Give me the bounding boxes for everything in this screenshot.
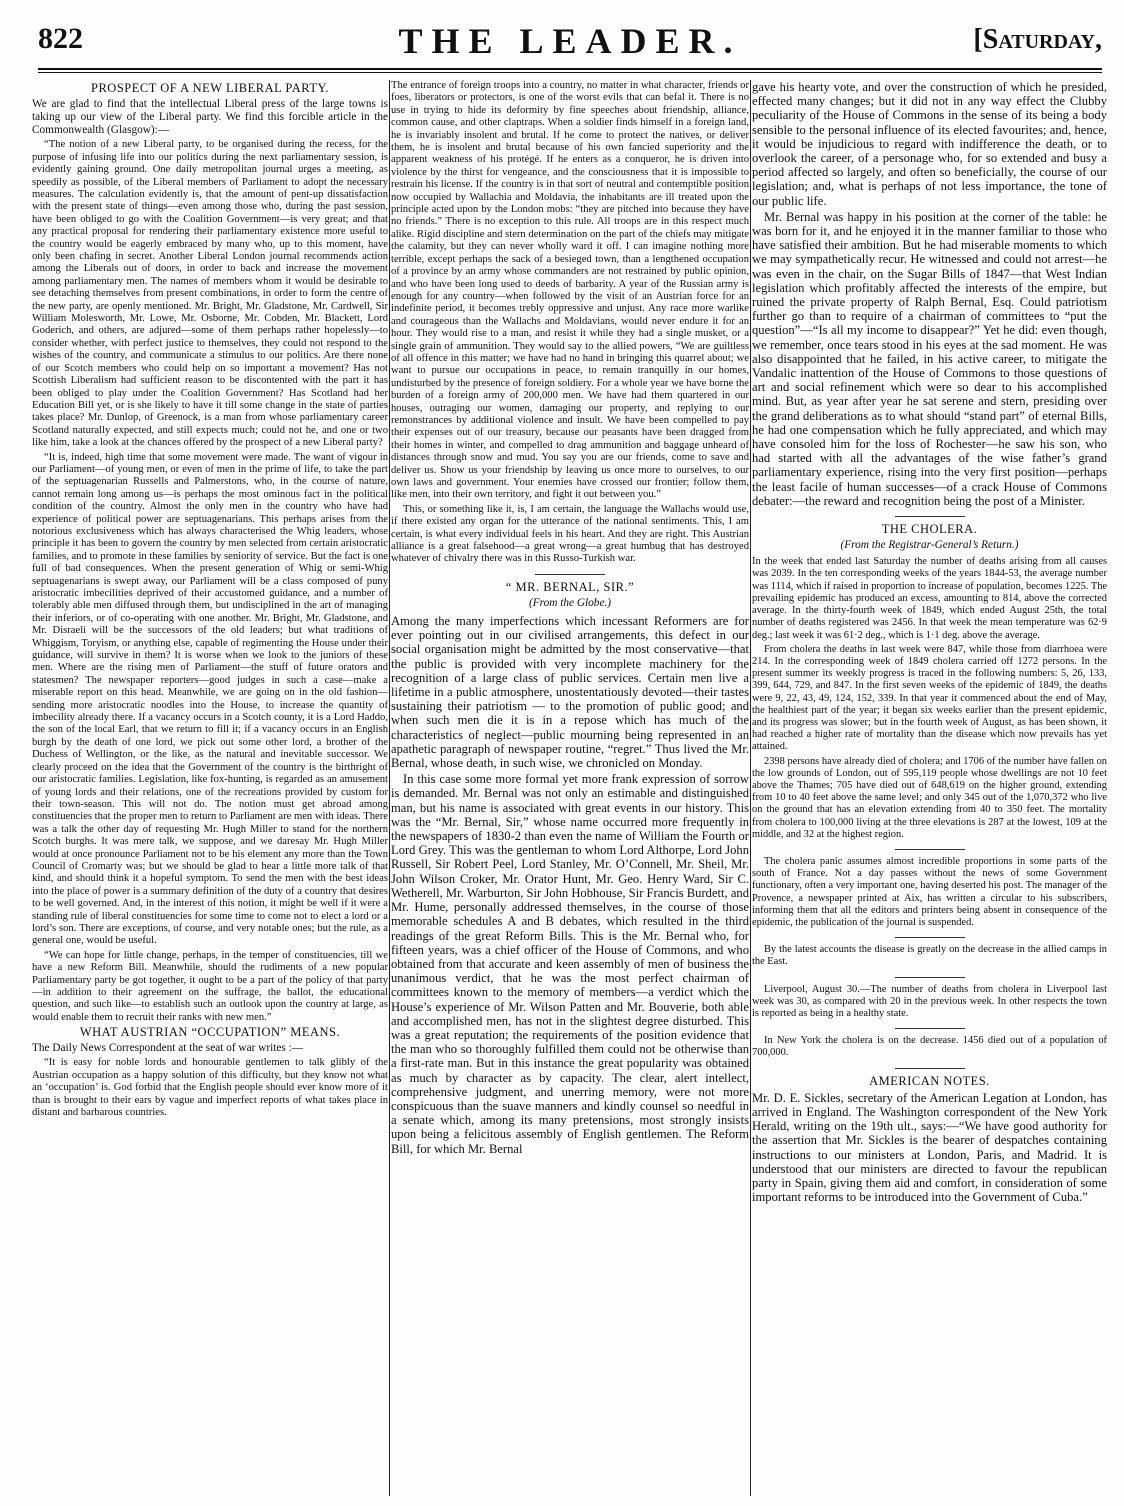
column-divider bbox=[750, 80, 751, 1496]
article-paragraph: “It is, indeed, high time that some movement were made. The want of vigour in our Parliament—of young men, or even of men in the prime of life, to take the part of the septuagenarian Russells and Palmerstons, who, in the course of nature, cannot remain long among us—is perhaps the most ominous fact in the political condition of the country. Almost the only men in the country who have had experience of political power are septuagenarians. This perhaps arises from the notorious exclusiveness which has always characterised the Whig leaders, whose principle it has been to govern the country by men selected from certain aristocratic families, and to promote in these families by seniority of service. But the fact is one full of bad consequences. When the present generation of Whig or semi-Whig septuagenarians is swept away, our Parliament will be a class composed of puny aristocratic imbecilities deprived of their accustomed guidance, and a number of tolerably able men diffused through them, but undisciplined in the art of managing their inferiors, or of co-operating with one another. Mr. Bright, Mr. Gladstone, and Mr. Disraeli will be the successors of the old leaders; but what traditions of Whiggism, Toryism, or anything else, capable of regimenting the House under their guidance, will survive in them? It is worse when we look to the juniors of these men. Where are the rising men of Parliament—the stuff of future orators and statesmen? The newspaper reporters—good judges in such a case—make a miserable report on this head. Meanwhile, we are going on in the old fashion—sending more aristocratic noodles into the House, to increase the quantity of imbecility already there. If a vacancy occurs in a Scotch county, it is a Lord Haddo, the son of the local Earl, that we return to fill it; if a vacancy occurs in an English burgh by the death of one lord, we pick out some other lord, a brother of the Duchess of Wellington, or the like, as the natural and inevitable successor. We clearly proceed on the idea that the Government of the country is the birthright of our aristocratic families. Legislation, like fox-hunting, is regarded as an amusement of young lords and their relations, one of the recreations provided by custom for their town-season. This will not do. The notion must get abroad among constituencies that the proper men to return to Parliament are men with ideas. There was a talk the other day of requesting Mr. Hugh Miller to stand for the northern Scotch burghs. It was mere talk, we suppose, and we daresay Mr. Hugh Miller would at once pronounce Parliament not to be his element any more than the Town Council of Cromarty was; but we should be glad to hear a little more talk of that kind, and should think it a hopeful symptom. To send the men with the best ideas into the place of power is a summary definition of the duty of a country that desires to be well governed. And, in the interest of this notion, it might be well if it were a standing rule of liberal constituencies for some time to come not to elect a lord or a lord’s son. There are exceptions, of course, and very notable ones; but the rule, as a general one, would be useful. bbox=[32, 451, 388, 947]
article-paragraph: In the week that ended last Saturday the number of deaths arising from all causes was 2039. In the ten corresponding weeks of the years 1844-53, the average number was 1114, which if raised in proportion to increase of population, becomes 1225. The prevailing epidemic has produced an excess, amounting to 814, above the corrected average. In the thirty-fourth week of 1849, which ended August 25th, the total number of deaths registered was 2456. In that week the mean temperature was 62·9 deg.; last week it was 61·2 deg., which is 1·1 deg. above the average. bbox=[752, 556, 1107, 641]
article-paragraph: “It is easy for noble lords and honourable gentlemen to talk glibly of the Austrian occupation as a happy solution of this difficulty, but they know not what an ‘occupation’ is. God forbid that the English people should ever know more of it than is brought to their ears by vague and imperfect reports of what takes place in distant and barbarous countries. bbox=[32, 1057, 388, 1119]
column-divider bbox=[389, 80, 390, 1496]
article-paragraph: Mr. Bernal was happy in his position at the corner of the table: he was born for it, and he enjoyed it in the manner familiar to those who have satisfied their ambition. But he had miserable moments to which we may sympathetically recur. He witnessed and could not arrest—he was even in the chair, on the Sugar Bills of 1847—that West Indian legislation which profitably affected the interests of the empire, but ruined the private property of Ralph Bernal, Esq. Could patriotism further go than to require of a chairman of committees to “put the question”—“Is all my income to disappear?” Yet he did: even though, we remember, once tears stood in his eyes at the sad moment. He was also disappointed that he failed, in his active career, to mitigate the Vandalic inattention of the House of Commons to those questions of art and social refinement which were so dear to his accomplished mind. But, as year after year he sat serene and stern, presiding over the grand deliberations as to what should “stand part” of eternal Bills, he had one compensation which he fully appreciated, and which may have consoled him for the loss of Rochester—he saw his son, who had started with all the advantages of the wise father’s grand parliamentary experience, rising into the very first position—perhaps the least facile of human successes—of a crack House of Commons debater:—the reward and recognition being the post of a Minister. bbox=[752, 209, 1107, 508]
section-separator bbox=[535, 574, 605, 575]
masthead bbox=[38, 16, 1102, 68]
article-paragraph: The entrance of foreign troops into a country, no matter in what character, friends or foes, liberators or protectors, is one of the worst evils that can befal it. There is no use in trying to hide its deformity by fine speeches about friendship, alliance, common cause, and other claptraps. When a soldier finds himself in a foreign land, he is invariably insolent and brutal. If he come to protect the natives, or deliver them, he is insolent and brutal because of his own fancied superiority and the apparent weakness of his protégé. If he enters as a conqueror, he is driven into violence by the thirst for vengeance, and the consciousness that it is impossible to restrain his license. If the country is in that sort of neutral and contemptible position now occupied by Wallachia and Moldavia, the inhabitants are ill treated upon the principle acted upon by the London mobs: “they are pitched into because they have no friends.” There is no exception to this rule. All troops are in this respect much alike. Rigid discipline and stern determination on the part of the chiefs may mitigate the calamity, but they can never wholly ward it off. I can imagine nothing more terrible, except perhaps the sack of a besieged town, than a lengthened occupation of a province by an army whose commanders are not restrained by public opinion, and who have been long used to deeds of barbarity. A year of the Russian army is enough for any country—when followed by the visit of an Austrian force for an indefinite period, it becomes trebly oppressive and unjust. Any race more warlike and courageous than the Wallachs and Moldavians, would never endure it for an hour. They would rise to a man, and resist it while they had a single musket, or a single grain of ammunition. They would say to the allied powers, “We are guiltless of all offence in this matter; we have had no hand in bringing this quarrel about; we want to pursue our occupations in peace, to remain tranquilly in our homes, undisturbed by the presence of foreign soldiery. For a whole year we have borne the burden of a foreign army of 200,000 men. We have had them quartered in our houses, outraging our women, damaging our property, and replying to our remonstrances by additional violence and insult. We have been compelled to pay their expenses out of our treasury, because our peasants have been dragged from their homes in winter, and compelled to drag ammunition and baggage unheard of distances through snow and mud. You say you are our friends, come to save and deliver us. Show us your friendship by leaving us once more to ourselves, to our own laws and government. Your enemies have crossed our frontier; follow them, like men, into their own territory, and fight it out between you.” bbox=[391, 80, 749, 501]
article-heading-cholera: THE CHOLERA. bbox=[881, 522, 978, 537]
article-paragraph: Among the many imperfections which incessant Reformers are for ever pointing out in our civilised arrangements, this defect in our social organisation might be admitted by the most conservative—that the public is provided with very incomplete machinery for the recognition of a large class of public services. Certain men live a lifetime in a public atmosphere, unostentatiously devoted—their tastes sustaining their patriotism — to the promotion of public good; and when such men die it is in a repose which has much of the characteristics of neglect—public mourning being represented in an apathetic paragraph of newspaper routine, “regret.” Thus lived the Mr. Bernal, whose death, in such wise, we chronicled on Monday. bbox=[391, 614, 749, 771]
article-heading-mr-bernal: “ MR. BERNAL, SIR.” bbox=[505, 579, 635, 594]
article-paragraph: The cholera panic assumes almost incredible proportions in some parts of the south of France. Not a day passes without the news of some Government functionary, often a very important one, having deserted his post. The manager of the Provence, a newspaper printed at Aix, has written a circular to his subscribers, informing them that all the editors and printers being absent in consequence of the epidemic, the publication of the journal is suspended. bbox=[752, 855, 1107, 928]
article-heading-american-notes: AMERICAN NOTES. bbox=[869, 1073, 990, 1088]
page-number: 822 bbox=[38, 22, 83, 55]
section-separator bbox=[895, 1068, 965, 1069]
section-separator bbox=[895, 977, 965, 978]
article-paragraph: In New York the cholera is on the decrease. 1456 died out of a population of 700,000. bbox=[752, 1035, 1107, 1059]
column-3 bbox=[752, 80, 1107, 1498]
paper-title: THE LEADER. bbox=[398, 21, 742, 61]
article-heading-austrian-occupation: WHAT AUSTRIAN “OCCUPATION” MEANS. bbox=[79, 1025, 341, 1040]
article-paragraph: “The notion of a new Liberal party, to be organised during the recess, for the purpose of infusing life into our politics during the next parliamentary session, is evidently gaining ground. One daily metropolitan journal urges a meeting, as speedily as possible, of the Liberal members of Parliament to adopt the necessary measures. The calculation evidently is, that the amount of pent-up dissatisfaction with the present state of things—even among those who, during the past session, have been obliged to go with the Coalition Government—is very great; and that any practical proposal for rendering their parliamentary existence more useful to the country would be eagerly embraced by many who, up to this moment, have only been chafing in secret. Another Liberal London journal recommends action among the Liberals out of doors, in order to back and increase the movement among parliamentary men. The names of members whom it would be desirable to see detaching themselves from present combinations, in order to form the centre of the new party, are openly mentioned. Mr. Bright, Mr. Gladstone, Mr. Cardwell, Sir William Molesworth, Mr. Lowe, Mr. Osborne, Mr. Cobden, Mr. Blackett, Lord Goderich, and others, are adjured—some of them perhaps rather hopelessly—to consider whether, with perfect justice to themselves, they could not respond to the wishes of the country, and communicate a stimulus to our politics. Are there none of our Scotch members who could help on so important a movement? Has not Scottish Liberalism had sufficient reason to be discontented with the part it has been obliged to play under the Coalition Government? Has Scotland had her Education Bill yet, or is she likely to have it till some change in the state of parties takes place? Mr. Dunlop, of Greenock, is a man from whose parliamentary career Scotland naturally expected, and still expects much; could not he, and one or two like him, take a look at the chances offered by the prospect of a new Liberal party? bbox=[32, 139, 388, 449]
article-paragraph: Liverpool, August 30.—The number of deaths from cholera in Liverpool last week was 30, as compared with 20 in the previous week. In other respects the town is reported as being in a healthy state. bbox=[752, 983, 1107, 1019]
section-separator bbox=[895, 1028, 965, 1029]
section-separator bbox=[895, 937, 965, 938]
section-separator bbox=[895, 849, 965, 850]
article-paragraph: In this case some more formal yet more frank expression of sorrow is demanded. Mr. Bernal was not only an estimable and distinguished man, but his name is associated with great events in our history. This was the “Mr. Bernal, Sir,” whose name occurred more frequently in the newspapers of 1830-2 than even the name of William the Fourth or Lord Grey. This was the gentleman to whom Lord Althorpe, Lord John Russell, Sir Robert Peel, Lord Stanley, Mr. O’Connell, Mr. Sheil, Mr. John Wilson Croker, Mr. Orator Hunt, Mr. Geo. Henry Ward, Sir C. Wetherell, Mr. Warburton, Sir John Hobhouse, Sir Francis Burdett, and Mr. Hume, personally addressed themselves, in the course of those memorable schedules A and B debates, which resulted in the third readings of the great Reform Bills. This is the Mr. Bernal who, for fifteen years, was a chief officer of the House of Commons, and who obtained from that accurate and keen assembly of men of business the unanimous verdict, that he was the most perfect chairman of committees known to the memory of members—a verdict which the House’s experience of Mr. Wilson Patten and Mr. Bouverie, both able and accomplished men, has not in the slightest degree disturbed. This was a great reputation; the requirements of the position evidence that the man who so thoroughly fulfilled them could not be otherwise than a first-rate man. But in this instance the great popularity was obtained as much by character as by capacity. The clear, alert intellect, comprehensive judgment, and unerring memory, were not more conspicuous than the suave manners and kindly counsel so needful in a senate which, among its many pretensions, most strongly insists upon being a felicitous assembly of English gentlemen. The Reform Bill, for which Mr. Bernal bbox=[391, 772, 749, 1156]
article-paragraph: 2398 persons have already died of cholera; and 1706 of the number have fallen on the low grounds of London, out of 595,119 people whose dwellings are not 10 feet above the Thames; 705 have died out of 648,619 on the higher ground, extending from 10 to 40 feet above the same level; and only 345 out of the 1,070,372 who live on the ground that has an elevation extending from 40 to 350 feet. The mortality from cholera to 100,000 living at the three elevations is 287 at the lowest, 109 at the middle, and 32 at the highest region. bbox=[752, 755, 1107, 840]
article-paragraph: By the latest accounts the disease is greatly on the decrease in the allied camps in the East. bbox=[752, 944, 1107, 968]
article-heading-new-liberal-party: PROSPECT OF A NEW LIBERAL PARTY. bbox=[91, 81, 329, 95]
section-separator bbox=[895, 516, 965, 517]
column-1 bbox=[32, 80, 388, 1498]
article-source: (From the Registrar-General’s Return.) bbox=[840, 539, 1019, 552]
article-paragraph: Mr. D. E. Sickles, secretary of the American Legation at London, has arrived in England. The Washington correspondent of the New York Herald, writing on the 19th ult., says:—“We have good authority for the assertion that Mr. Sickles is the bearer of despatches containing instructions to our ministers at London, Paris, and Madrid. It is understood that our ministers are directed to favour the republican party in Spain, giving them aid and comfort, in consideration of some important reforms to be introduced into the Government of Cuba.” bbox=[752, 1090, 1107, 1205]
column-2 bbox=[391, 80, 749, 1498]
article-paragraph: gave his hearty vote, and over the construction of which he presided, effected many changes; but it did not in any way effect the Clubby peculiarity of the House of Commons in the sense of its being a body sensible to the personal influence of its elected favourites; and, hence, it would be injudicious to regard with indifference the death, or to overlook the career, of a personage who, for so extended and busy a period affected so largely, and often so beneficially, the course of our legislation; and, what is perhaps of not less importance, the tone of our public life. bbox=[752, 80, 1107, 208]
article-intro: The Daily News Correspondent at the seat of war writes :— bbox=[32, 1042, 304, 1055]
article-paragraph: From cholera the deaths in last week were 847, while those from diarrhoea were 214. In the corresponding week of 1849 cholera carried off 1272 persons. In the present summer its weekly progress is traced in the following numbers: 5, 26, 133, 399, 644, 729, and 847. In the first seven weeks of the epidemic of 1849, the deaths were 9, 22, 43, 49, 124, 152, 339. In that year it commenced about the end of May, the healthiest part of the year; it began six weeks earlier than the present epidemic, and its progress was slower; but in the fourth week of August, as has been shown, it had reached a higher rate of mortality than the disease which now prevails has yet attained. bbox=[752, 643, 1107, 753]
article-paragraph: “We can hope for little change, perhaps, in the temper of constituencies, till we have a new Reform Bill. Meanwhile, should the rudiments of a new popular Parliamentary party be got together, it ought to be a part of the policy of that party—in addition to their agreement on the suffrage, the ballot, the educational question, and such like—to establish such an outlook upon the country at large, as would enable them to recruit their ranks with new men.” bbox=[32, 949, 388, 1023]
article-intro: We are glad to find that the intellectual Liberal press of the large towns is taking up our view of the Liberal party. We find this forcible article in the Commonwealth (Glasgow):— bbox=[32, 98, 388, 137]
issue-day: [Saturday, bbox=[973, 24, 1102, 55]
article-source: (From the Globe.) bbox=[528, 596, 612, 609]
article-paragraph: This, or something like it, is, I am certain, the language the Wallachs would use, if there existed any organ for the utterance of the national sentiments. This, I am certain, is what every individual feels in his heart. And they are right. This Austrian alliance is a great falsehood—a great wrong—a great humbug that has destroyed whatever of chivalry there was in this Russo-Turkish war. bbox=[391, 503, 749, 565]
masthead-rule bbox=[38, 68, 1102, 70]
masthead-rule-thin bbox=[38, 72, 1102, 73]
